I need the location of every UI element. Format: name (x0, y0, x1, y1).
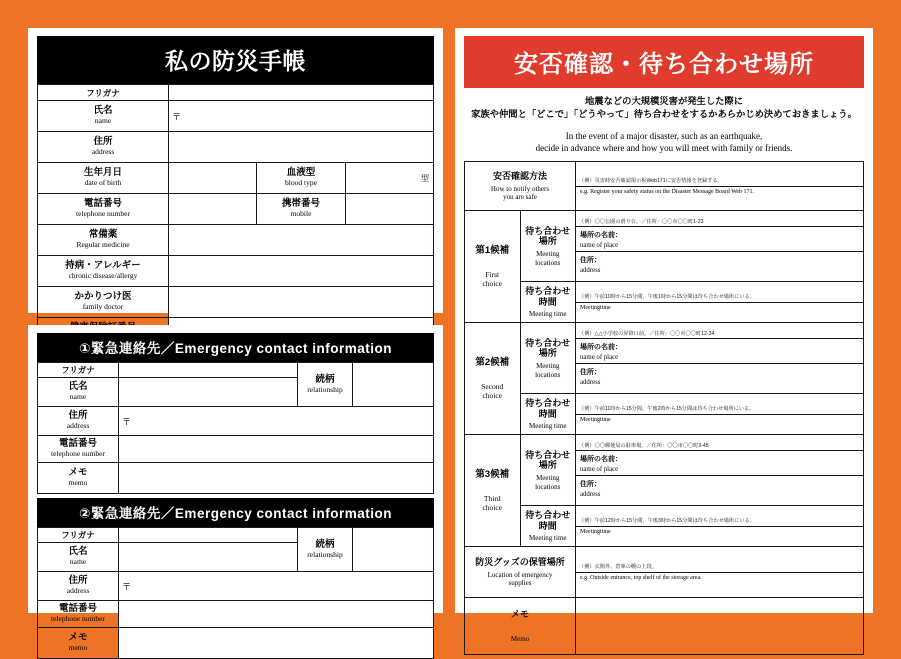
telephone-value[interactable] (119, 436, 434, 463)
table-row (38, 225, 434, 256)
choice-2-time-field: Meetingtime (580, 416, 611, 423)
choice-1-time-value[interactable] (576, 282, 864, 323)
telephone-label: 電話番号 telephone number (38, 436, 119, 463)
regular-medicine-label: 常備薬 Regular medicine (38, 225, 169, 256)
name-value[interactable] (119, 378, 298, 407)
chronic-disease-label: 持病・アレルギー chronic disease/allergy (38, 256, 169, 287)
emergency-supplies-example-ja: （例）玄関外、倉庫の棚の上段。 (576, 562, 863, 573)
choice-3-label: 第3候補 Third choice (465, 435, 521, 547)
memo-label: メモ memo (38, 463, 119, 494)
notify-method-value[interactable] (576, 162, 864, 211)
table-row (38, 287, 434, 318)
choice-1-place-name-field[interactable]: 場所の名前： name of place (576, 227, 863, 252)
choice-3-time-example: （例）午前12時から15分間、午後3時から15分間は待ち合わせ場所にいる。 (576, 516, 863, 527)
lead-english: In the event of a major disaster, such as an earthquake, decide in advance where and how you will meet with family or friends. (535, 130, 793, 154)
choice-3-time-field: Meetingtime (580, 528, 611, 535)
contact-1-table (37, 362, 434, 494)
emergency-supplies-example-en: e.g. Outside entrance, top shelf of the storage area. (580, 574, 702, 581)
memo-label: メモ memo (38, 628, 119, 659)
regular-medicine-value[interactable] (169, 225, 434, 256)
memo-value[interactable] (576, 598, 864, 655)
furigana-value[interactable] (119, 528, 298, 543)
address-value[interactable] (169, 132, 434, 163)
table-row (38, 463, 434, 494)
relationship-value[interactable] (353, 528, 434, 572)
choice-1-time-field: Meetingtime (580, 304, 611, 311)
address-label: 住所 address (38, 132, 169, 163)
relationship-value[interactable] (353, 363, 434, 407)
choice-3-place-address-field[interactable]: 住所： address (580, 481, 601, 499)
mobile-value[interactable] (345, 194, 433, 225)
safety-panel (455, 28, 873, 644)
lead-japanese: 地震などの大規模災害が発生した際に 家族や仲間と「どこで」「どうやって」待ち合わせをするかあらかじめ決めておきましょう。 (471, 96, 857, 120)
table-row (38, 85, 434, 101)
notify-example-ja: （例）災害時安否確認掲示板Web171に安否情報を登録する。 (576, 176, 863, 187)
choice-2-place-value[interactable] (576, 323, 864, 394)
choice-2-place-address-field[interactable]: 住所： address (580, 369, 601, 387)
contacts-panel (28, 325, 443, 653)
table-row (465, 598, 864, 655)
telephone-label: 電話番号 telephone number (38, 601, 119, 628)
choice-1-time-example: （例）午前10時から15分間、午後1時から15分間は待ち合わせ場所にいる。 (576, 292, 863, 303)
choice-2-time-label: 待ち合わせ時間 Meeting time (520, 394, 576, 435)
choice-3-time-value[interactable] (576, 506, 864, 547)
telephone-value[interactable] (119, 601, 434, 628)
address-value[interactable]: 〒 (119, 572, 434, 601)
mobile-label: 携帯番号 mobile (257, 194, 345, 225)
choice-1-place-label: 待ち合わせ場所 Meeting locations (520, 211, 576, 282)
furigana-label: フリガナ (38, 363, 119, 378)
choice-3-place-label: 待ち合わせ場所 Meeting locations (520, 435, 576, 506)
memo-label: メモ Memo (465, 598, 576, 655)
family-doctor-label: かかりつけ医 family doctor (38, 287, 169, 318)
table-row (465, 162, 864, 211)
address-value[interactable]: 〒 (119, 407, 434, 436)
chronic-disease-value[interactable] (169, 256, 434, 287)
choice-2-time-example: （例）午前11時から15分間、午後2時から15分間は待ち合わせ場所にいる。 (576, 404, 863, 415)
emergency-supplies-label: 防災グッズの保管場所 Location of emergency supplies (465, 547, 576, 598)
blood-type-value[interactable]: 型 (345, 163, 433, 194)
choice-2-place-example: （例）△△小学校の昇降口前。／住所：〇〇市〇〇町12-34 (576, 328, 863, 339)
table-row (38, 101, 434, 132)
furigana-label: フリガナ (38, 85, 169, 101)
contact-2-table (37, 527, 434, 659)
notify-example-en: e.g. Register your safety status on the Disaster Message Board Web 171. (580, 188, 755, 195)
contact-2-title: ②緊急連絡先／Emergency contact information (37, 498, 434, 527)
table-row (38, 628, 434, 659)
choice-3-place-example: （例）〇〇郵便局の駐車場。／住所：〇〇市〇〇町3-45 (576, 440, 863, 451)
profile-table (37, 84, 434, 349)
blood-type-label: 血液型 blood type (257, 163, 345, 194)
relationship-label: 続柄 relationship (298, 363, 353, 407)
name-label: 氏名 name (38, 378, 119, 407)
choice-1-place-value[interactable] (576, 211, 864, 282)
table-row (465, 323, 864, 394)
table-row (38, 528, 434, 543)
table-row (465, 394, 864, 435)
emergency-supplies-value[interactable] (576, 547, 864, 598)
memo-value[interactable] (119, 628, 434, 659)
choice-2-place-name-field[interactable]: 場所の名前： name of place (576, 339, 863, 364)
telephone-label: 電話番号 telephone number (38, 194, 169, 225)
table-row (465, 211, 864, 282)
name-value[interactable] (119, 543, 298, 572)
relationship-label: 続柄 relationship (298, 528, 353, 572)
choice-3-place-value[interactable] (576, 435, 864, 506)
table-row (38, 194, 434, 225)
memo-value[interactable] (119, 463, 434, 494)
table-row (38, 436, 434, 463)
choice-2-label: 第2候補 Second choice (465, 323, 521, 435)
furigana-value[interactable] (169, 85, 434, 101)
table-row (465, 435, 864, 506)
choice-1-place-address-field[interactable]: 住所： address (580, 257, 601, 275)
choice-3-time-label: 待ち合わせ時間 Meeting time (520, 506, 576, 547)
table-row (38, 572, 434, 601)
table-row (38, 256, 434, 287)
table-row (38, 407, 434, 436)
table-row (465, 547, 864, 598)
family-doctor-value[interactable] (169, 287, 434, 318)
table-row (38, 163, 434, 194)
notify-method-label: 安否確認方法 How to notify others you are safe (465, 162, 576, 211)
dob-value[interactable] (169, 163, 257, 194)
page-title: 私の防災手帳 (37, 36, 434, 84)
name-label: 氏名 name (38, 101, 169, 132)
name-value[interactable]: 〒 (169, 101, 434, 132)
safety-table (464, 161, 864, 655)
contact-1-title: ①緊急連絡先／Emergency contact information (37, 333, 434, 362)
table-row (465, 282, 864, 323)
name-label: 氏名 name (38, 543, 119, 572)
choice-2-time-value[interactable] (576, 394, 864, 435)
safety-title: 安否確認・待ち合わせ場所 (464, 36, 864, 88)
table-row (38, 601, 434, 628)
address-label: 住所 address (38, 572, 119, 601)
furigana-value[interactable] (119, 363, 298, 378)
table-row (38, 363, 434, 378)
profile-panel (28, 28, 443, 313)
choice-1-place-example: （例）〇〇公園の滑り台。／住所：〇〇市〇〇町1-23 (576, 216, 863, 227)
choice-2-place-label: 待ち合わせ場所 Meeting locations (520, 323, 576, 394)
telephone-value[interactable] (169, 194, 257, 225)
address-label: 住所 address (38, 407, 119, 436)
furigana-label: フリガナ (38, 528, 119, 543)
table-row (465, 506, 864, 547)
choice-1-time-label: 待ち合わせ時間 Meeting time (520, 282, 576, 323)
choice-3-place-name-field[interactable]: 場所の名前： name of place (576, 451, 863, 476)
table-row (38, 132, 434, 163)
choice-1-label: 第1候補 First choice (465, 211, 521, 323)
dob-label: 生年月日 date of birth (38, 163, 169, 194)
